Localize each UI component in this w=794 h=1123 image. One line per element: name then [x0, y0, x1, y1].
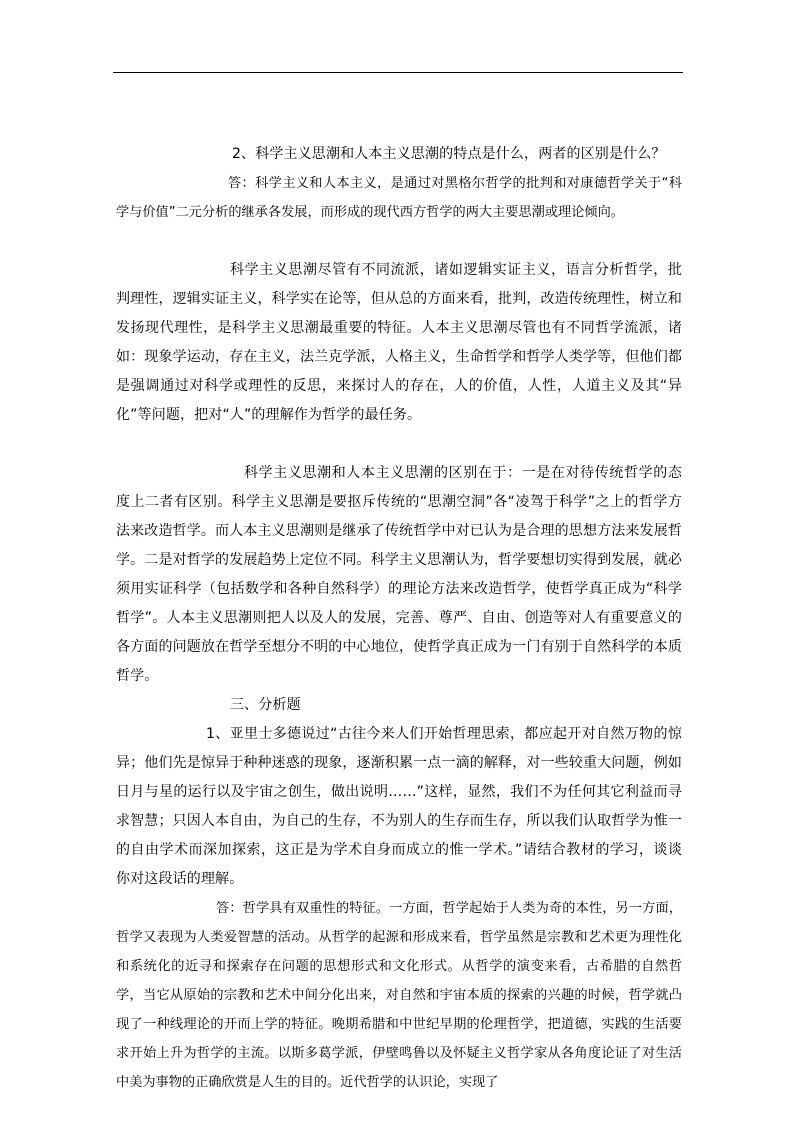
section-3-title: 三、分析题	[230, 697, 301, 713]
answer-2-differences: 科学主义思潮和人本主义思潮的区别在于：一是在对待传统哲学的态度上二者有区别。科学主义思潮是要抠斥传统的“思潮空洞”各“凌驾于科学”之上的哲学方法来改造哲学。而人本主义思潮则是继承了传统哲学中对已认为是合理的思想方法来发展哲学。二是对哲学的发展趋势上定位不同。科学主义思潮认为，哲学要想切实得到发展，就必须用实证科学（包括数学和各种自然科学）的理论方法来改造哲学，使哲学真正成为“科学哲学”。人本主义思潮则把人以及人的发展，完善、尊严、自由、创造等对人有重要意义的各方面的问题放在哲学至想分不明的中心地位，使哲学真正成为一门有别于自然科学的本质哲学。	[116, 465, 682, 684]
answer-3-1: 答：哲学具有双重性的特征。一方面，哲学起始于人类为奇的本性，另一方面，哲学又表现为人类爱智慧的活动。从哲学的起源和形成来看，哲学虽然是宗教和艺术更为理性化和系统化的近寻和探索存在问题的思想形式和文化形式。从哲学的演变来看，古希腊的自然哲学，当它从原始的宗教和艺术中间分化出来，对自然和宇宙本质的探索的兴趣的时候，哲学就凸现了一种线理论的开而上学的特征。晚期希腊和中世纪早期的伦理哲学，把道德，实践的生活要求开始上升为哲学的主流。以斯多葛学派，伊壁鸣鲁以及怀疑主义哲学家从各角度论证了对生活中美为事物的正确欣赏是人生的目的。近代哲学的认识论，实现了	[116, 901, 682, 1090]
answer-2-intro: 答：科学主义和人本主义，是通过对黑格尔哲学的批判和对康德哲学关于“科学与价值”二元分析的继承各发展，而形成的现代西方哲学的两大主要思潮或理论倾向。	[116, 176, 682, 220]
question-2: 2、科学主义思潮和人本主义思潮的特点是什么，两者的区别是什么？	[232, 146, 666, 162]
document-body	[116, 140, 682, 1097]
spacer	[116, 227, 682, 256]
spacer	[116, 430, 682, 459]
header-rule	[113, 72, 683, 73]
answer-2-features: 科学主义思潮尽管有不同流派，诸如逻辑实证主义，语言分析哲学，批判理性，逻辑实证主义，科学实在论等，但从总的方面来看，批判，改造传统理性，树立和发扬现代理性，是科学主义思潮最重要的特征。人本主义思潮尽管也有不同哲学流派，诸如：现象学运动，存在主义，法兰克学派，人格主义，生命哲学和哲学人类学等，但他们都是强调通过对科学或理性的反思，来探讨人的存在，人的价值，人性，人道主义及其“异化”等问题，把对“人”的理解作为哲学的最任务。	[116, 262, 682, 423]
question-3-1: 1、亚里士多德说过“古往今来人们开始哲理思索，都应起开对自然万物的惊异；他们先是惊异于种种迷惑的现象，逐渐积累一点一滴的解释，对一些较重大问题，例如日月与星的运行以及宇宙之创生，做出说明……”这样，显然，我们不为任何其它利益而寻求智慧；只因人本自由，为自己的生存，不为别人的生存而生存，所以我们认取哲学为惟一的自由学术而深加探索，这正是为学术自身而成立的惟一学术。”请结合教材的学习，谈谈你对这段话的理解。	[116, 726, 682, 887]
